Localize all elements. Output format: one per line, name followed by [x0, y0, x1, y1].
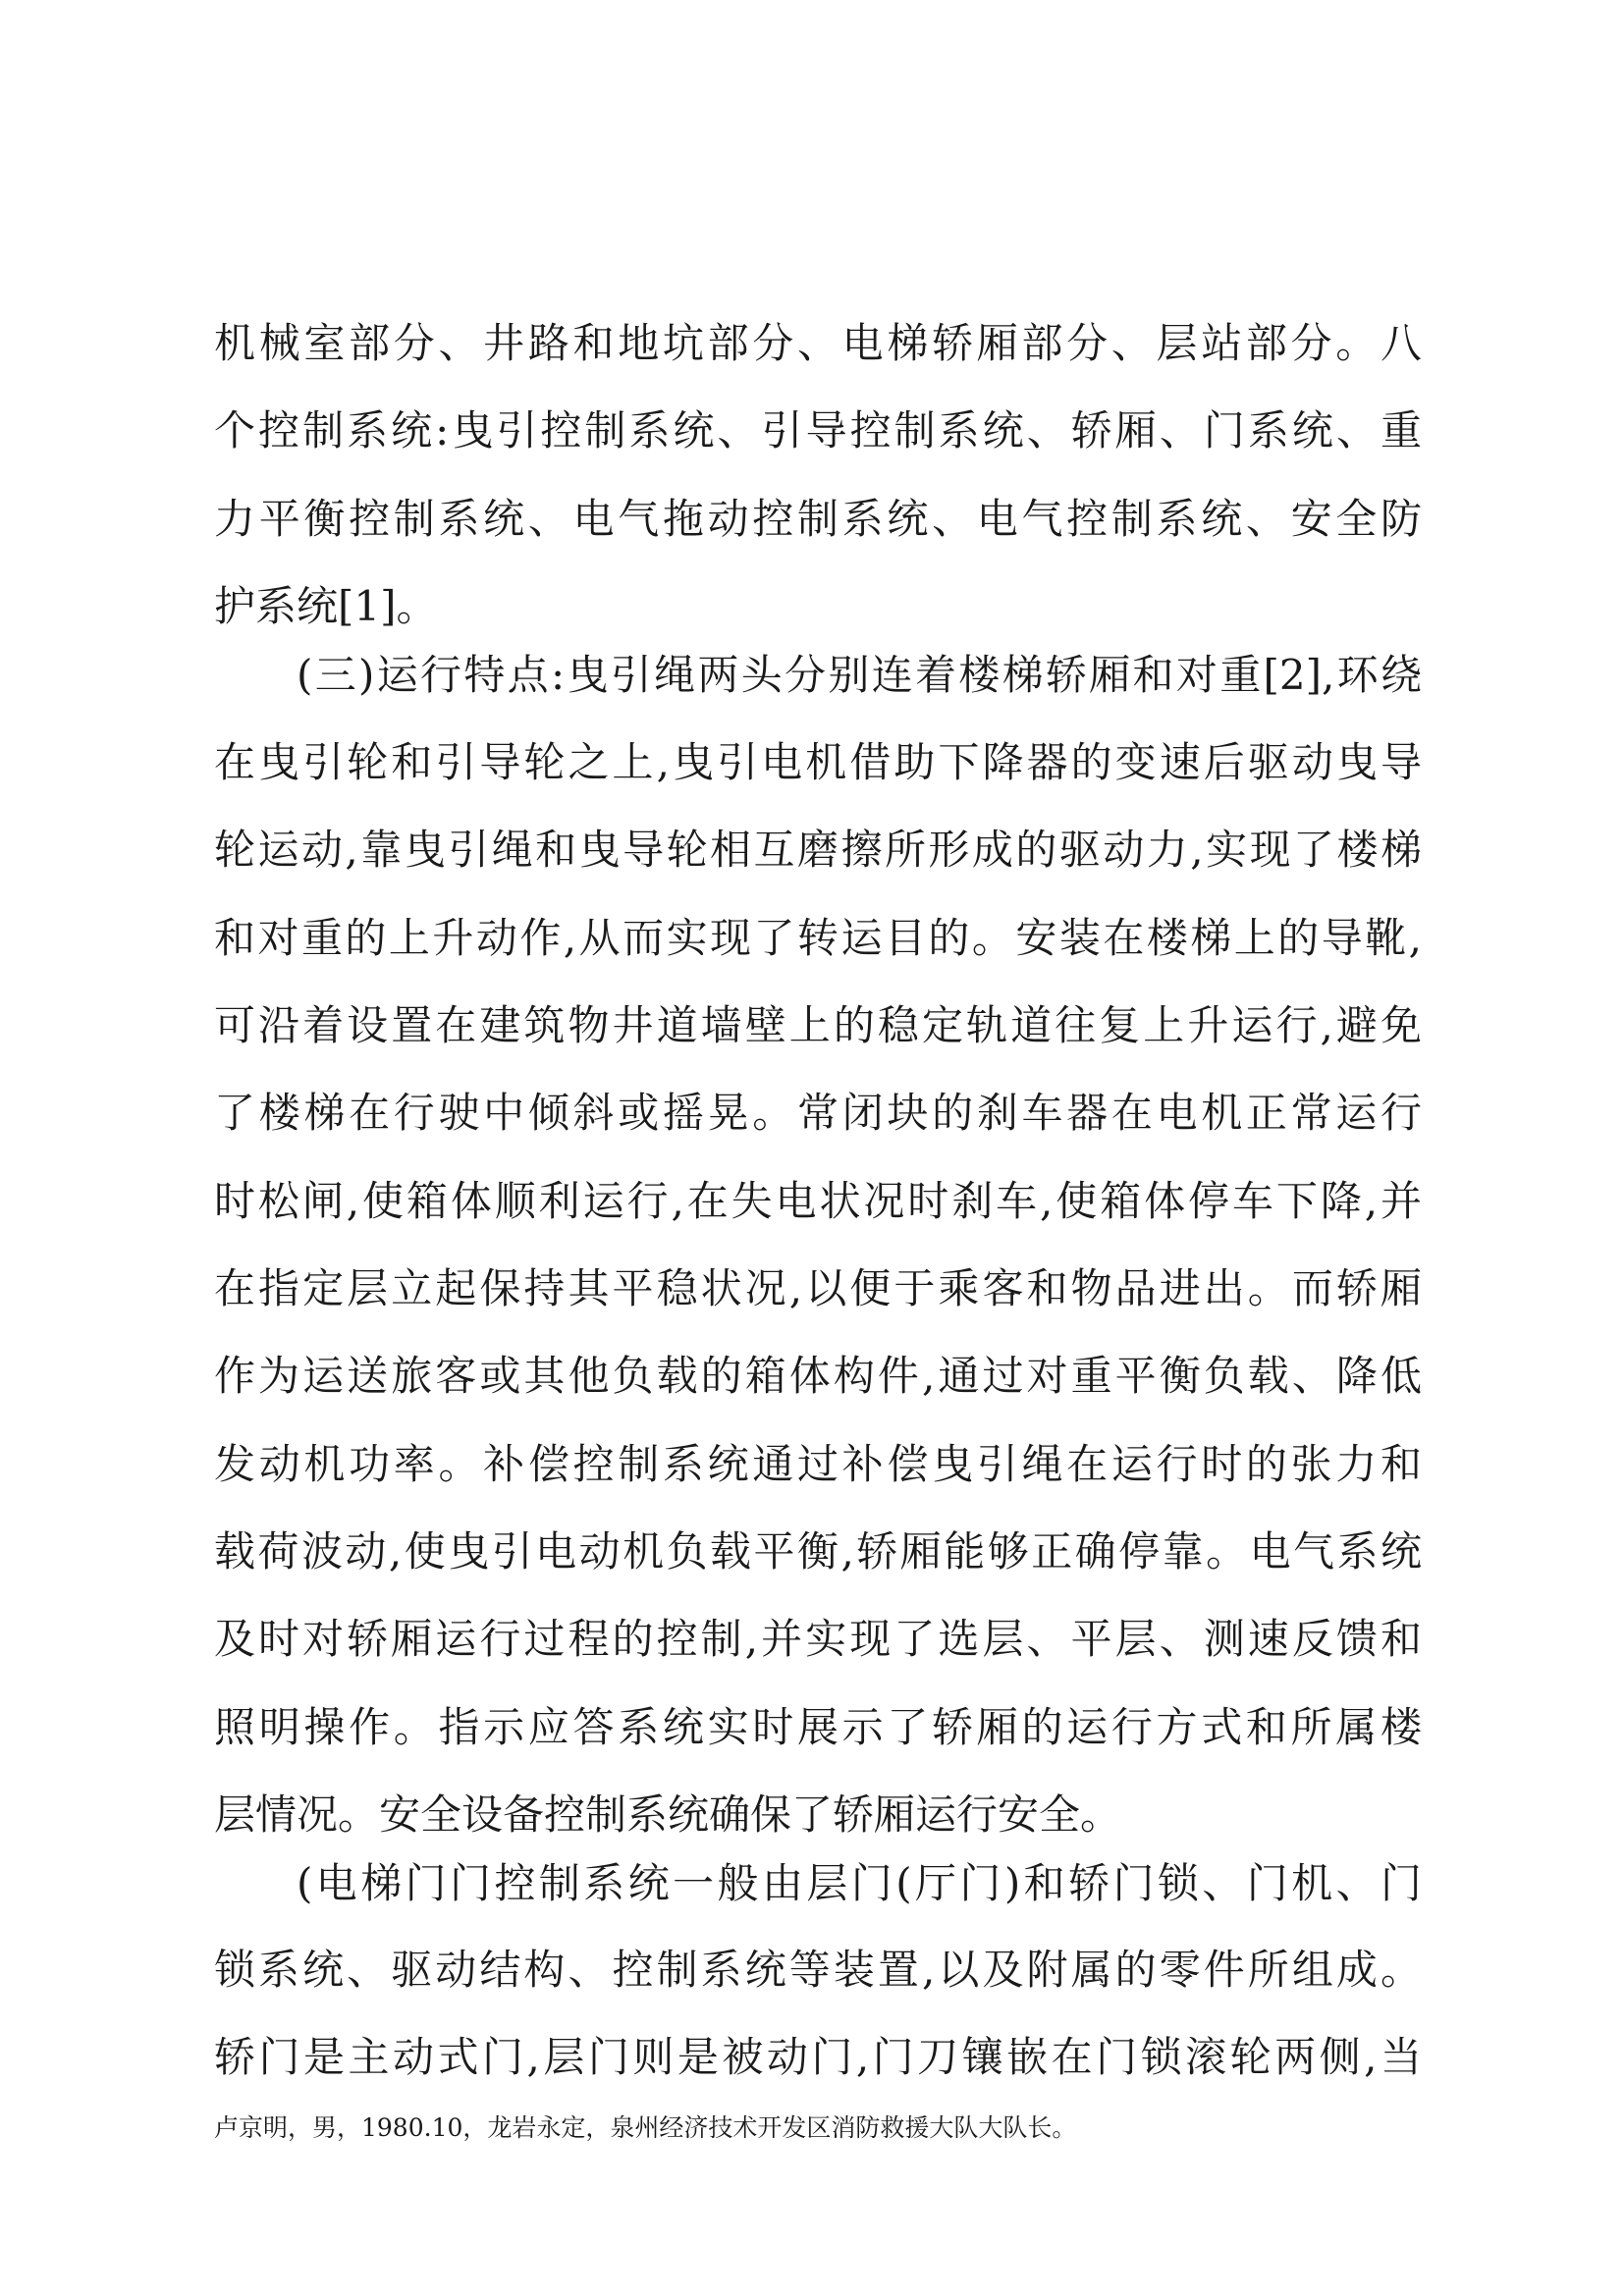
body-line: 和对重的上升动作,从而实现了转运目的。安装在楼梯上的导靴, — [214, 914, 1422, 962]
body-line: 在曳引轮和引导轮之上,曳引电机借助下降器的变速后驱动曳导 — [214, 738, 1422, 786]
body-line: 层情况。安全设备控制系统确保了轿厢运行安全。 — [214, 1790, 1122, 1839]
body-line: 轮运动,靠曳引绳和曳导轮相互磨擦所形成的驱动力,实现了楼梯 — [214, 826, 1422, 874]
body-line: 可沿着设置在建筑物井道墙壁上的稳定轨道往复上升运行,避免 — [214, 1001, 1422, 1049]
body-line: (电梯门门控制系统一般由层门(厅门)和轿门锁、门机、门 — [297, 1859, 1422, 1907]
author-footnote: 卢京明，男，1980.10，龙岩永定，泉州经济技术开发区消防救援大队大队长。 — [214, 2113, 1077, 2142]
body-line: 发动机功率。补偿控制系统通过补偿曳引绳在运行时的张力和 — [214, 1440, 1422, 1488]
body-line: 照明操作。指示应答系统实时展示了轿厢的运行方式和所属楼 — [214, 1703, 1422, 1751]
body-line: 护系统[1]。 — [214, 582, 438, 630]
body-line: 轿门是主动式门,层门则是被动门,门刀镶嵌在门锁滚轮两侧,当 — [214, 2033, 1422, 2081]
body-line: 作为运送旅客或其他负载的箱体构件,通过对重平衡负载、降低 — [214, 1352, 1422, 1400]
body-line: 力平衡控制系统、电气拖动控制系统、电气控制系统、安全防 — [214, 495, 1422, 543]
body-line: 载荷波动,使曳引电动机负载平衡,轿厢能够正确停靠。电气系统 — [214, 1527, 1422, 1575]
body-line: 时松闸,使箱体顺利运行,在失电状况时刹车,使箱体停车下降,并 — [214, 1177, 1422, 1225]
body-line: 机械室部分、井路和地坑部分、电梯轿厢部分、层站部分。八 — [214, 319, 1422, 367]
body-line: (三)运行特点:曳引绳两头分别连着楼梯轿厢和对重[2],环绕 — [297, 651, 1422, 699]
body-line: 了楼梯在行驶中倾斜或摇晃。常闭块的刹车器在电机正常运行 — [214, 1089, 1422, 1137]
body-line: 个控制系统:曳引控制系统、引导控制系统、轿厢、门系统、重 — [214, 406, 1422, 454]
body-line: 锁系统、驱动结构、控制系统等装置,以及附属的零件所组成。 — [214, 1946, 1422, 1994]
body-line: 及时对轿厢运行过程的控制,并实现了选层、平层、测速反馈和 — [214, 1615, 1422, 1663]
body-line: 在指定层立起保持其平稳状况,以便于乘客和物品进出。而轿厢 — [214, 1264, 1422, 1312]
